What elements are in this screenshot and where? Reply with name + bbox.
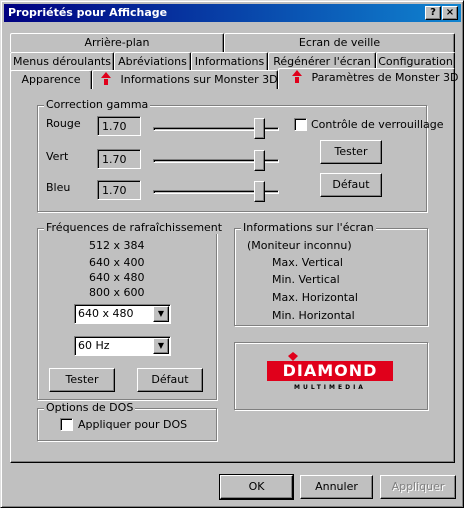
gamma-group-title: Correction gamma (46, 98, 149, 111)
refresh-rate-select-value: 60 Hz (78, 339, 110, 352)
apply-label: Appliquer (391, 480, 445, 493)
gamma-test-label: Tester (334, 145, 368, 158)
tab-informations-monster-3d[interactable] (92, 70, 278, 89)
screen-info-item: Min. Horizontal (272, 309, 355, 322)
monitor-name: (Moniteur inconnu) (247, 239, 352, 252)
resolution-item: 640 x 480 (89, 271, 145, 284)
refresh-group (37, 221, 223, 400)
refresh-test-label: Tester (65, 373, 99, 386)
dos-group (37, 401, 217, 441)
title-bar[interactable] (4, 4, 461, 22)
gamma-test-button[interactable] (320, 140, 382, 164)
tab-menus-deroulants[interactable]: Menus déroulants (10, 52, 114, 71)
blue-label: Bleu (46, 181, 71, 194)
tab-configuration[interactable]: Configuration (376, 52, 455, 71)
diamond-arrow-icon (101, 72, 111, 86)
lock-checkbox[interactable] (294, 118, 307, 131)
refresh-test-button[interactable] (49, 368, 115, 392)
window-title: Propriétés pour Affichage (8, 6, 168, 19)
green-slider-thumb[interactable] (254, 150, 265, 171)
chevron-down-icon[interactable]: ▼ (153, 306, 169, 322)
gamma-group (37, 98, 444, 212)
tab-panel (10, 87, 455, 463)
cancel-button[interactable] (300, 475, 373, 499)
gamma-default-label: Défaut (332, 178, 370, 191)
blue-value-field[interactable]: 1.70 (97, 180, 141, 200)
green-label: Vert (46, 150, 69, 163)
gamma-default-button[interactable] (320, 173, 382, 197)
tab-apparence[interactable]: Apparence (10, 70, 92, 89)
green-value-field[interactable]: 1.70 (97, 149, 141, 169)
screen-info-title: Informations sur l'écran (243, 221, 374, 234)
resolution-select-value: 640 x 480 (78, 307, 134, 320)
red-value-field[interactable]: 1.70 (97, 116, 141, 136)
tab-label: Paramètres de Monster 3D (311, 71, 459, 84)
diamond-arrow-icon (292, 70, 302, 84)
screen-info-item: Min. Vertical (272, 273, 340, 286)
screen-info-item: Max. Horizontal (272, 291, 358, 304)
tab-regenerer-ecran[interactable]: Régénérer l'écran (268, 52, 376, 71)
refresh-default-label: Défaut (151, 373, 189, 386)
tab-abreviations[interactable]: Abréviations (114, 52, 191, 71)
screen-info-item: Max. Vertical (272, 256, 343, 269)
red-slider-thumb[interactable] (254, 118, 265, 139)
tab-label: Informations sur Monster 3D (120, 73, 278, 86)
chevron-down-icon[interactable]: ▼ (153, 338, 169, 354)
diamond-logo-icon (288, 352, 298, 361)
resolution-select[interactable] (74, 304, 171, 324)
resolution-item: 512 x 384 (89, 239, 145, 252)
ok-label: OK (248, 480, 265, 493)
tab-arriere-plan[interactable]: Arrière-plan (10, 33, 224, 52)
refresh-group-title: Fréquences de rafraîchissement (46, 221, 223, 234)
screen-info-group (234, 221, 428, 326)
apply-dos-checkbox[interactable] (60, 418, 73, 431)
resolution-item: 800 x 600 (89, 286, 145, 299)
refresh-default-button[interactable] (137, 368, 203, 392)
lock-label: Contrôle de verrouillage (311, 118, 444, 131)
tab-parametres-monster-3d[interactable] (278, 68, 459, 89)
refresh-rate-select[interactable] (74, 336, 171, 356)
dos-group-title: Options de DOS (46, 401, 134, 414)
apply-button[interactable] (380, 475, 456, 499)
multimedia-logo-text: MULTIMEDIA (294, 384, 366, 391)
help-button[interactable]: ? (425, 6, 441, 20)
tab-ecran-de-veille[interactable]: Ecran de veille (224, 33, 455, 52)
logo-box (234, 342, 428, 410)
ok-button[interactable] (220, 475, 293, 499)
red-label: Rouge (46, 117, 81, 130)
tab-informations[interactable]: Informations (191, 52, 268, 71)
close-button[interactable]: × (442, 6, 458, 20)
diamond-logo: DIAMOND (267, 361, 393, 381)
resolution-item: 640 x 400 (89, 256, 145, 269)
blue-slider-thumb[interactable] (254, 181, 265, 202)
cancel-label: Annuler (315, 480, 358, 493)
apply-dos-label: Appliquer pour DOS (78, 418, 188, 431)
